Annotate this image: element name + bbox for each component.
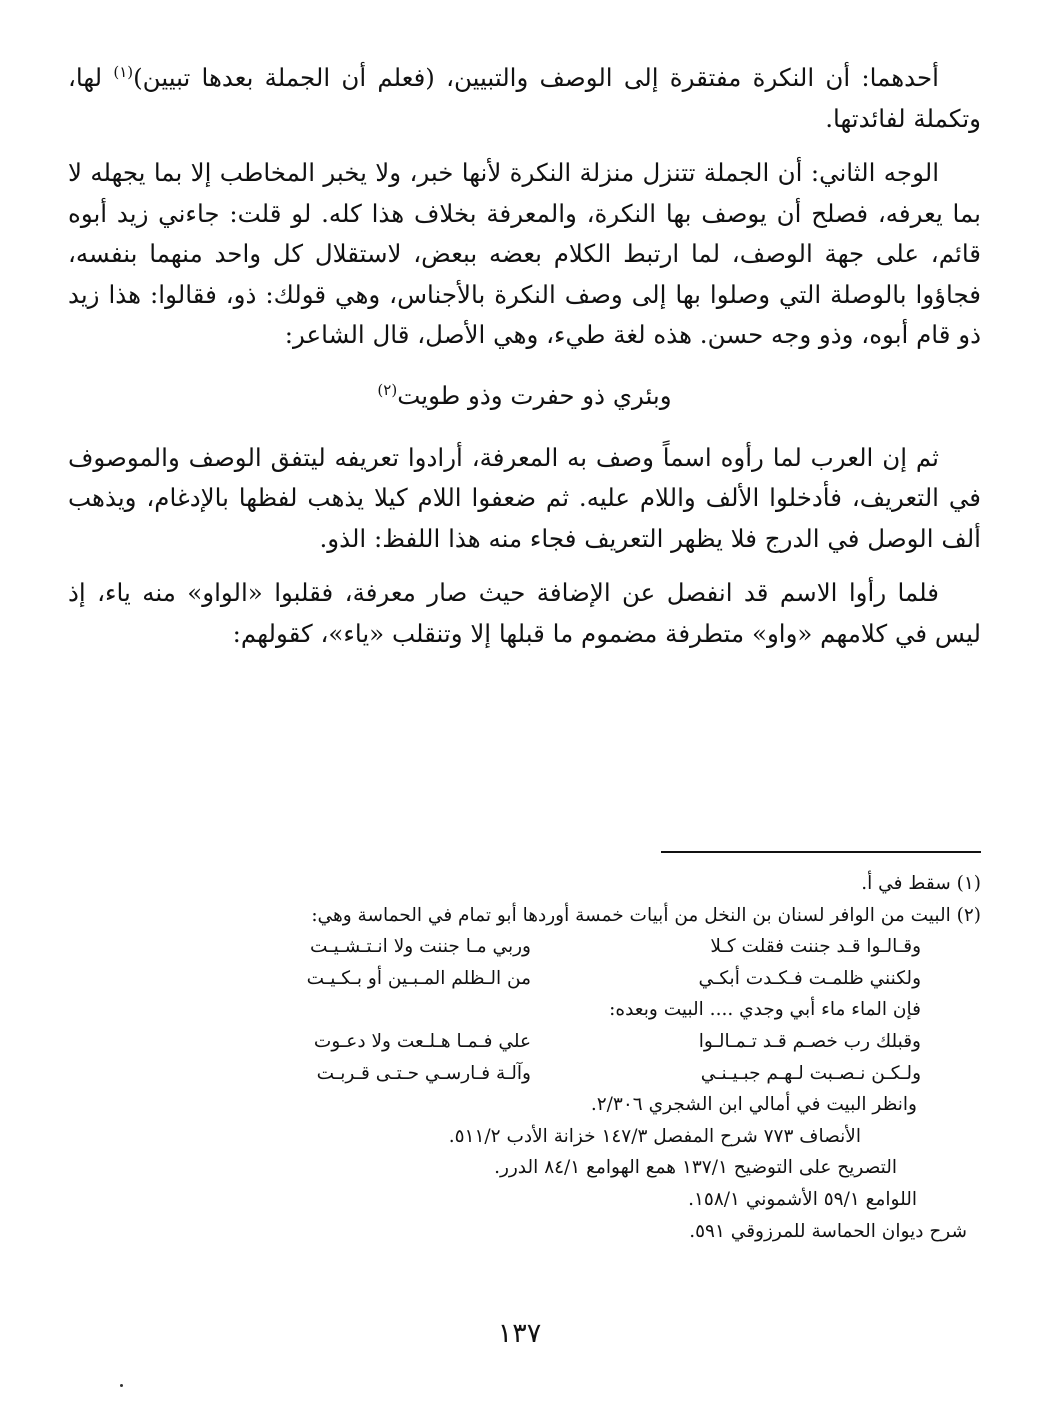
poem-block-2 [68,1026,981,1089]
footnote-2: (٢) البيت من الوافر لسنان بن النخل من أبيات خمسة أوردها أبو تمام في الحماسة وهي: [311,904,981,926]
reference-line: اللوامع ٥٩/١ الأشموني ١٥٨/١. [688,1188,917,1210]
scan-speck [120,1384,123,1387]
reference-line: وانظر البيت في أمالي ابن الشجري ٢/٣٠٦. [590,1094,917,1116]
poem-line [68,1058,921,1090]
verse-text: وبئري ذو حفرت وذو طويت [397,380,672,410]
paragraph-1-tail: لها، وتكملة لفائدتها. [68,63,981,133]
hemistich-left: وآلـة فـارسـي حـتـى قـربـت [316,1062,531,1084]
poem-line [68,931,921,963]
reference-line: التصريح على التوضيح ١٣٧/١ همع الهوامع ٨٤/١ الدرر. [494,1157,897,1179]
footnote-separator [661,851,981,853]
page-number: ١٣٧ [497,1318,542,1349]
reference-line: شرح ديوان الحماسة للمرزوقي ٥٩١. [689,1220,967,1242]
hemistich-right: وقبلك رب خصـم قـد تـمـالـوا [698,1030,921,1052]
paragraph-1-text: أحدهما: أن النكرة مفتقرة إلى الوصف والتبيين، (فعلم أن الجملة بعدها تبيين) [133,63,939,92]
verse [68,376,981,416]
footnotes [68,868,981,1247]
hemistich-left: علي فـمـا هـلـعت ولا دعـوت [313,1030,531,1052]
footnote-ref-2: (٢) [377,380,398,399]
poem-between-line: فإن الماء ماء أبي وجدي .... البيت وبعده: [609,999,921,1021]
paragraph-4: فلما رأوا الاسم قد انفصل عن الإضافة حيث صار معرفة، فقلبوا «الواو» منه ياء، إذ ليس في كلامهم «واو» متطرفة مضموم ما قبلها إلا وتنقلب «ياء»، كقولهم: [68,578,981,648]
hemistich-right: ولكنني ظلمـت فـكـدت أبكـي [698,967,921,989]
hemistich-right: ولـكـن نـصـبت لـهـم جبـيـنـي [700,1062,921,1084]
paragraph-3: ثم إن العرب لما رأوه اسماً وصف به المعرفة، أرادوا تعريفه ليتفق الوصف والموصوف في التعريف، فأدخلوا الألف واللام عليه. ثم ضعفوا اللام كيلا يذهب لفظها بالإدغام، ويذهب ألف الوصل في الدرج فلا يظهر التعريف فجاء منه هذا اللفظ: الذو. [68,442,981,553]
poem-line [68,963,921,995]
hemistich-left: من الـظلم المـبـين أو بـكـيـت [306,967,531,989]
footnote-ref-1: (١) [113,62,134,81]
poem-line [68,1026,921,1058]
reference-line: الأنصاف ٧٧٣ شرح المفصل ١٤٧/٣ خزانة الأدب ٥١١/٢. [448,1125,861,1147]
hemistich-left: وربي مـا جننت ولا انـتـشـيـت [310,936,531,958]
footnote-1: (١) سقط في أ. [861,873,981,894]
main-text [68,58,981,654]
poem-block-1 [68,931,981,994]
paragraph-2: الوجه الثاني: أن الجملة تتنزل منزلة النكرة لأنها خبر، ولا يخبر المخاطب إلا بما يجهله لا بما يعرفه، فصلح أن يوصف بها النكرة، والمعرفة بخلاف هذا كله. لو قلت: جاءني زيد أبوه قائم، على جهة الوصف، لما ارتبط الكلام بعضه ببعض، لاستقلال كل واحد منهما بنفسه، فجاؤوا بالوصلة التي وصلوا بها إلى وصف النكرة بالأجناس، وهي قولك: ذو، فقالوا: هذا زيد ذو قام أبوه، وذو وجه حسن. هذه لغة طيء، وهي الأصل، قال الشاعر: [68,158,981,349]
hemistich-right: وقـالـوا قـد جننت فقلت كـلا [710,936,921,958]
paragraph-1 [68,58,981,139]
